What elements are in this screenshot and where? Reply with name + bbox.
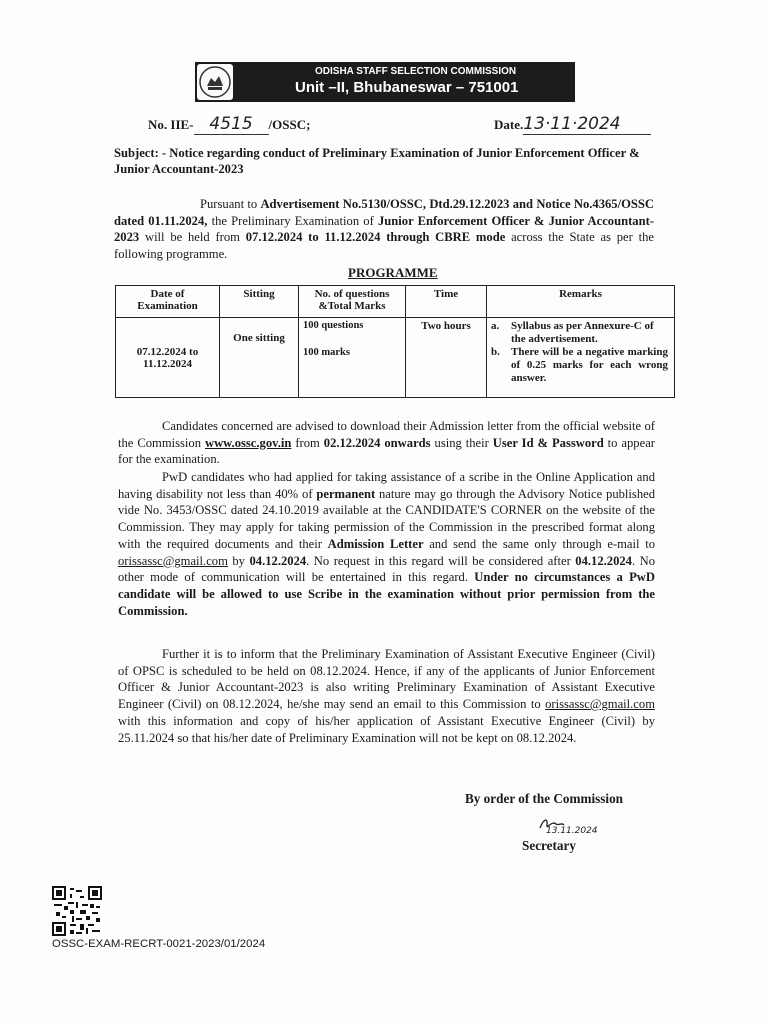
org-name: ODISHA STAFF SELECTION COMMISSION [315,66,517,77]
ossc-website-link[interactable]: www.ossc.gov.in [204,435,292,450]
by-order-line: By order of the Commission [465,791,623,806]
odisha-emblem-icon [197,64,233,100]
subject-line: Subject: - Notice regarding conduct of Preliminary Examination of Junior Enforcement Officer & Junior Accountant-2023 [114,146,640,176]
cell-sitting: One sitting [220,318,299,398]
date-handwritten: 13·11·2024 [523,114,651,135]
col-sitting: Sitting [220,286,299,318]
secretary-signature [538,816,628,840]
col-date: Date of Examination [116,286,220,318]
programme-table [115,285,675,398]
cell-remarks [487,318,675,398]
intro-paragraph: Pursuant to Advertisement No.5130/OSSC, Dtd.29.12.2023 and Notice No.4365/OSSC dated 01.11.2024, the Preliminary Examination of Junior Enforcement Officer & Junior Accountant-2023 will be held from 07.12.2024 to 11.12.2024 through CBRE mode across the State as per the following programme. [114,197,654,262]
admission-letter-paragraph: Candidates concerned are advised to download their Admission letter from the official website of the Commission www.ossc.gov.in from 02.12.2024 onwards using their User Id & Password to appear for the examination. [118,419,655,467]
secretary-designation: Secretary [522,838,576,853]
reference-number: No. IIE- 4515 /OSSC; [148,114,311,134]
pwd-scribe-paragraph: PwD candidates who had applied for taking assistance of a scribe in the Online Application and having disability not less than 40% of permanent nature may go through the Advisory Notice published vide No. 3453/OSSC dated 24.10.2019 available at the CANDIDATE'S CORNER on the website of the Commission. They may apply for taking permission of the Commission in the prescribed format along with the required documents and their Admission Letter and send the same only through e-mail to orissassc@gmail.com by 04.12.2024. No request in this regard will be considered after 04.12.2024. No other mode of communication will be entertained in this regard. Under no circumstances a PwD candidate will be allowed to use Scribe in the examination without prior permission from the Commission. [118,470,655,618]
email-link[interactable]: orissassc@gmail.com [545,697,655,712]
col-remarks: Remarks [487,286,675,318]
col-questions: No. of questions &Total Marks [299,286,406,318]
letterhead-banner [195,62,575,102]
col-time: Time [406,286,487,318]
remark-item: b. There will be a negative marking of 0.25 marks for each wrong answer. [491,346,668,384]
cell-questions: 100 questions 100 marks [299,318,406,398]
notice-date: Date.13·11·2024 [494,114,651,135]
reference-number-handwritten: 4515 [194,114,269,135]
programme-title: PROGRAMME [348,265,438,280]
cell-time: Two hours [406,318,487,398]
opsc-exam-paragraph: Further it is to inform that the Preliminary Examination of Assistant Executive Engineer (Civil) of OPSC is scheduled to be held on 08.12.2024. Hence, if any of the applicants of Junior Enforcement Officer & Junior Accountant-2023 is also writing Preliminary Examination of Assistant Executive Engineer (Civil) on 08.12.2024, he/she may send an email to this Commission to orissassc@gmail.com with this information and copy of his/her application of Assistant Executive Engineer (Civil) by 25.11.2024 so that his/her date of Preliminary Examination will not be kept on 08.12.2024. [118,647,655,745]
email-link[interactable]: orissassc@gmail.com [118,553,228,568]
unit-address: Unit –II, Bhubaneswar – 751001 [295,79,519,96]
remark-item: a. Syllabus as per Annexure-C of the advertisement. [491,320,654,345]
qr-code-icon [52,886,102,936]
document-code: OSSC-EXAM-RECRT-0021-2023/01/2024 [52,938,266,950]
signature-date: 13.11.2024 [546,826,598,836]
cell-date: 07.12.2024 to 11.12.2024 [116,318,220,398]
